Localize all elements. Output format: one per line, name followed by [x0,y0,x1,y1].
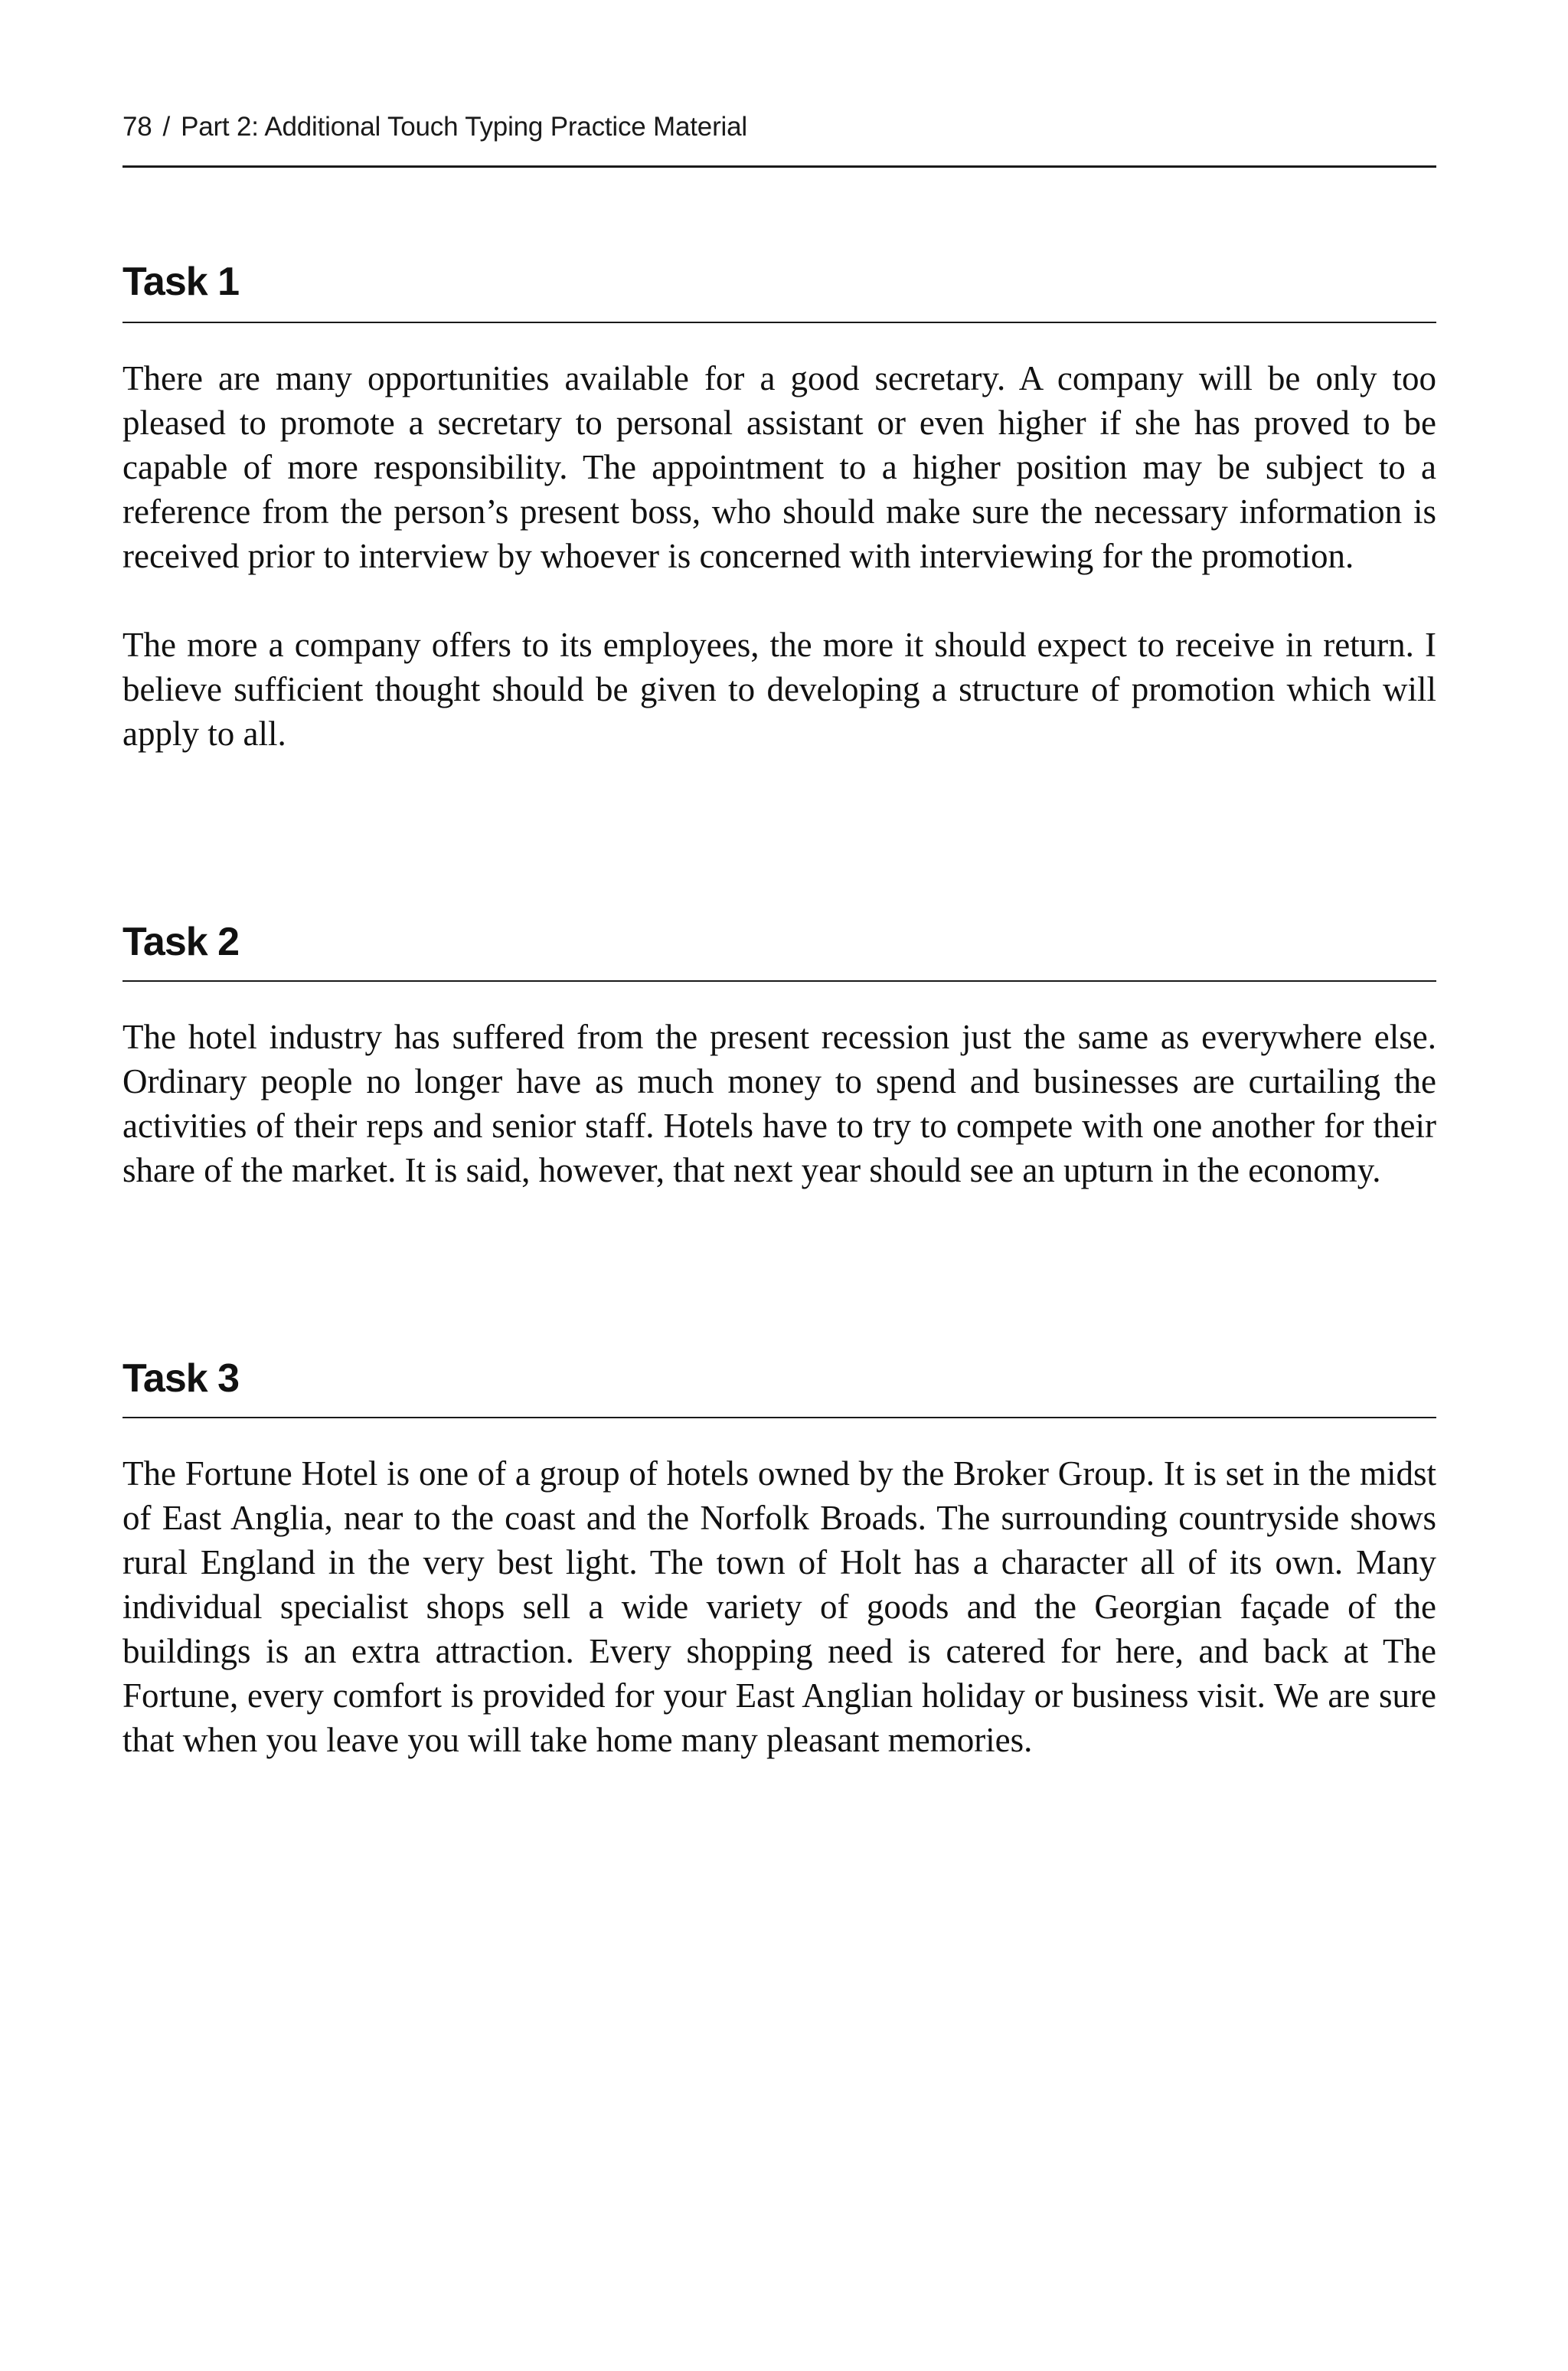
task-3-paragraph-1: The Fortune Hotel is one of a group of hotels owned by the Broker Group. It is set in the midst of East Anglia, near to the coast and the Norfolk Broads. The surrounding countryside shows rural England in the very best light. The town of Holt has a character all of its own. Many individual specialist shops sell a wide variety of goods and the Georgian façade of the buildings is an extra attraction. Every shopping need is catered for here, and back at The Fortune, every comfort is provided for your East Anglian holiday or business visit. We are sure that when you leave you will take home many pleasant memories. [122,1454,1436,1759]
task-1-paragraph-2: The more a company offers to its employees, the more it should expect to receive in return. I believe sufficient thought should be given to developing a structure of promotion which will apply to all. [122,626,1436,753]
running-head [122,112,747,142]
task-1-heading: Task 1 [122,260,240,304]
running-head-separator: / [162,112,171,142]
task-2-rule [122,980,1436,982]
task-1-body [122,356,1436,756]
task-2-paragraph-1: The hotel industry has suffered from the present recession just the same as everywhere else. Ordinary people no longer have as much money to spend and businesses are curtailing the activities of their reps and senior staff. Hotels have to try to compete with one another for their share of the market. It is said, however, that next year should see an upturn in the economy. [122,1018,1436,1189]
task-1-rule [122,322,1436,323]
task-2-body [122,1015,1436,1192]
running-head-title: Part 2: Additional Touch Typing Practice Material [181,112,747,142]
page-number: 78 [122,112,152,142]
running-head-rule [122,165,1436,168]
task-1-paragraph-1: There are many opportunities available for a good secretary. A company will be only too pleased to promote a secretary to personal assistant or even higher if she has proved to be capable of more responsibility. The appointment to a higher position may be subject to a reference from the person’s present boss, who should make sure the necessary information is received prior to interview by whoever is concerned with interviewing for the promotion. [122,359,1436,575]
task-3-heading: Task 3 [122,1356,240,1401]
task-3-rule [122,1417,1436,1418]
task-3-body [122,1451,1436,1762]
task-2-heading: Task 2 [122,920,240,964]
